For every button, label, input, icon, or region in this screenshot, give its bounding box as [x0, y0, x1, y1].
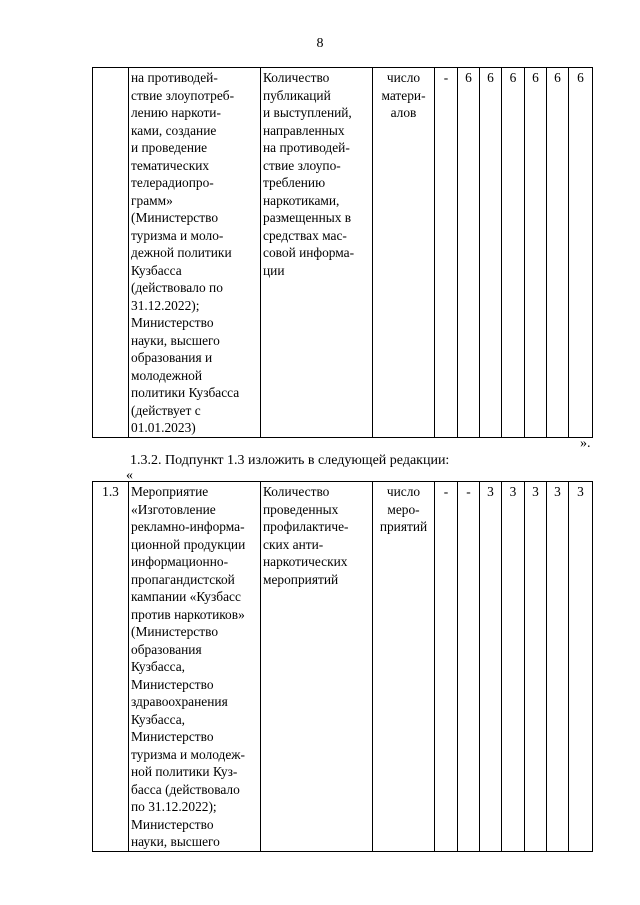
unit-of-measure: число матери- алов [373, 68, 435, 438]
value-cell: 6 [480, 68, 502, 438]
amendment-instruction: 1.3.2. Подпункт 1.3 изложить в следующей редакции: [130, 453, 450, 468]
table-row [93, 482, 593, 852]
program-table-new [92, 481, 593, 852]
value-cell: - [435, 68, 458, 438]
row-number [93, 68, 129, 438]
indicator-name: Количество публикаций и выступлений, направленных на противодей- ствие злоупо- треблению наркотиками, размещенных в средствах мас- совой информа- ции [261, 68, 373, 438]
closing-quote: ». [580, 436, 591, 451]
row-number: 1.3 [93, 482, 129, 852]
event-description: Мероприятие «Изготовление рекламно-информа- ционной продукции информационно- пропагандистской кампании «Кузбасс против наркотиков» (Министерство образования Кузбасса, Министерство здравоохранения Кузбасса, Министерство туризма и молодеж- ной политики Куз- басса (действовало по 31.12.2022); Министерство науки, высшего [129, 482, 261, 852]
unit-of-measure: число меро- приятий [373, 482, 435, 852]
page-number: 8 [316, 36, 324, 51]
value-cell: 3 [525, 482, 547, 852]
value-cell: 6 [502, 68, 525, 438]
value-cell: 6 [569, 68, 593, 438]
value-cell: 6 [458, 68, 480, 438]
opening-quote: « [126, 468, 133, 483]
program-table-continued [92, 67, 593, 438]
value-cell: 6 [525, 68, 547, 438]
value-cell: 6 [547, 68, 569, 438]
event-description: на противодей- ствие злоупотреб- лению наркоти- ками, создание и проведение тематических телерадиопро- грамм» (Министерство туризма и моло- дежной политики Кузбасса (действовало по 31.12.2022); Министерство науки, высшего образования и молодежной политики Кузбасса (действует с 01.01.2023) [129, 68, 261, 438]
indicator-name: Количество проведенных профилактиче- ских анти- наркотических мероприятий [261, 482, 373, 852]
value-cell: - [458, 482, 480, 852]
value-cell: 3 [480, 482, 502, 852]
value-cell: 3 [547, 482, 569, 852]
value-cell: - [435, 482, 458, 852]
value-cell: 3 [569, 482, 593, 852]
table-row [93, 68, 593, 438]
value-cell: 3 [502, 482, 525, 852]
